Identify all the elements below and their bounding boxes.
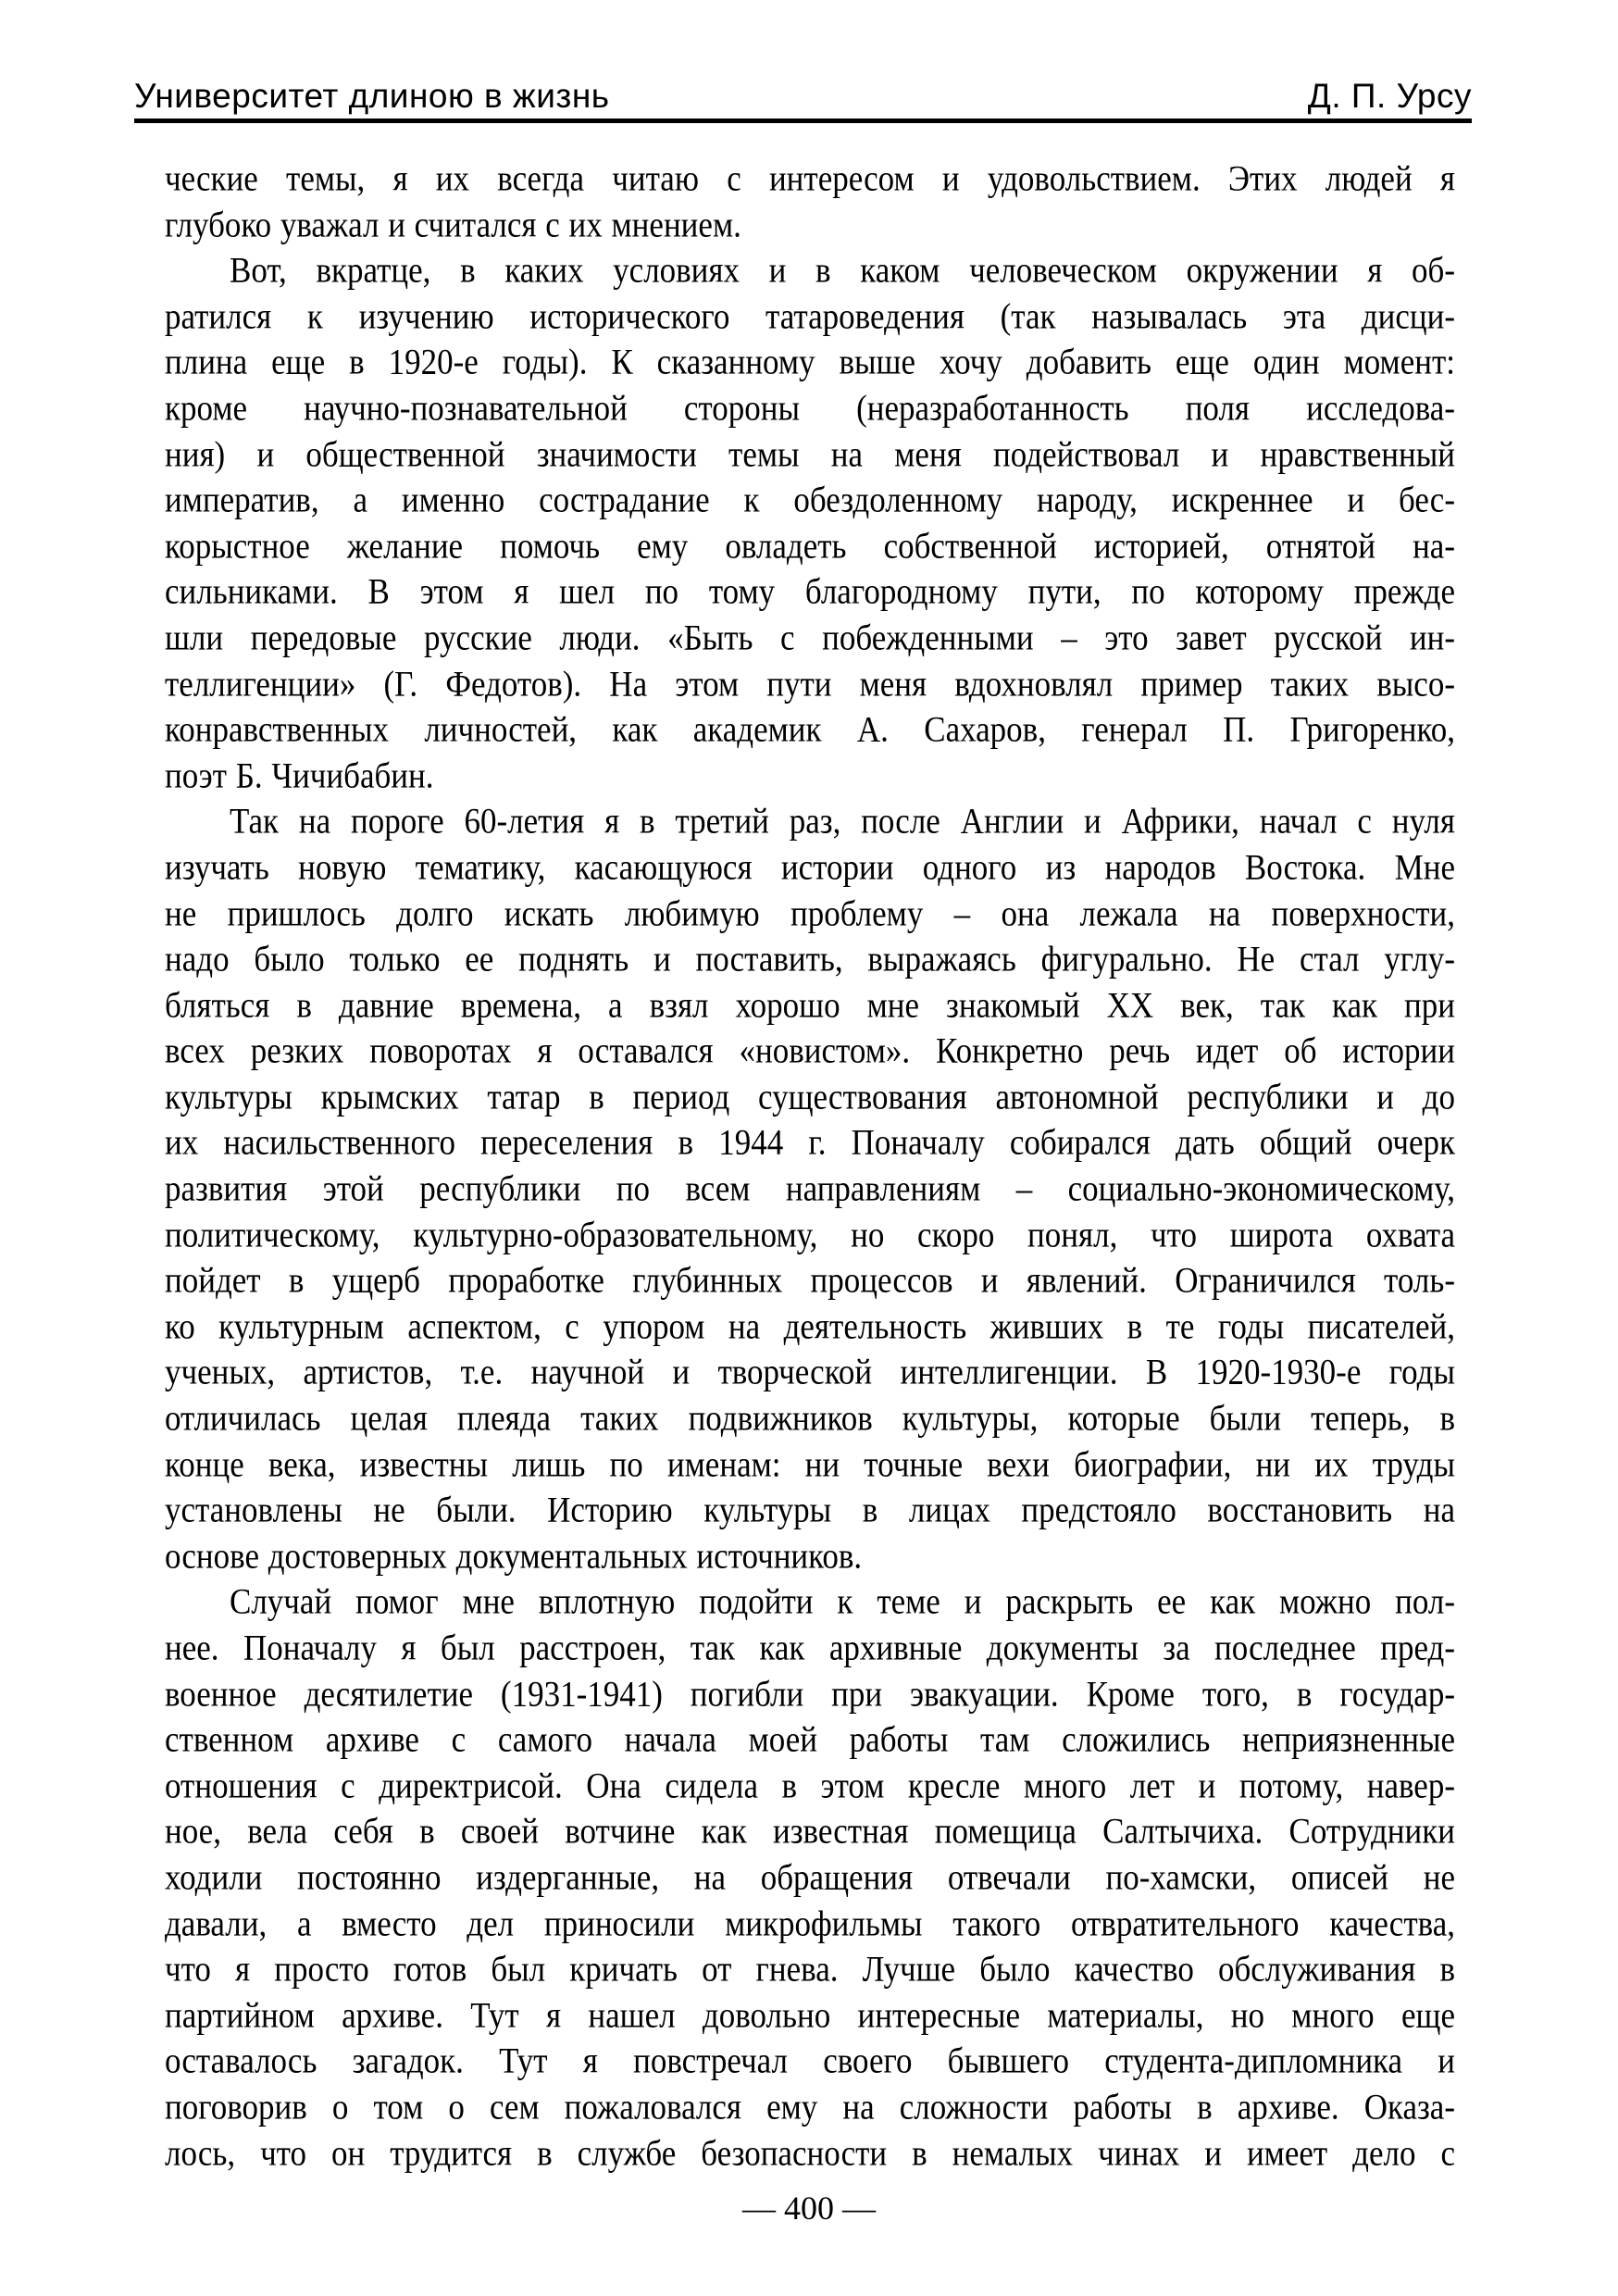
page-header — [134, 78, 1472, 123]
text-line: ческие темы, я их всегда читаю с интересом и удовольствием. Этих людей я — [165, 157, 1455, 199]
text-line: установлены не были. Историю культуры в лицах предстояло восстановить на — [165, 1489, 1455, 1530]
text-line: пойдет в ущерб проработке глубинных процессов и явлений. Ограничился толь- — [165, 1259, 1455, 1301]
text-line: отличилась целая плеяда таких подвижников культуры, которые были теперь, в — [165, 1397, 1455, 1439]
text-line: кроме научно-познавательной стороны (неразработанность поля исследова- — [165, 387, 1455, 429]
text-line: теллигенции» (Г. Федотов). На этом пути меня вдохновлял пример таких высо- — [165, 663, 1455, 704]
text-line: ученых, артистов, т.е. научной и творческой интеллигенции. В 1920-1930-е годы — [165, 1352, 1455, 1392]
text-line: культуры крымских татар в период существования автономной республики и до — [165, 1076, 1455, 1117]
text-line: ходили постоянно издерганные, на обращения отвечали по-хамски, описей не — [165, 1856, 1455, 1898]
text-line: конравственных личностей, как академик А. Сахаров, генерал П. Григоренко, — [165, 708, 1455, 750]
paragraph — [165, 247, 1455, 798]
text-line: поговорив о том о сем пожаловался ему на сложности работы в архиве. Оказа- — [165, 2086, 1455, 2128]
text-line: поэт Б. Чичибабин. — [165, 755, 434, 796]
text-line: всех резких поворотах я оставался «новистом». Конкретно речь идет об истории — [165, 1029, 1455, 1071]
text-line: не пришлось долго искать любимую проблему – она лежала на поверхности, — [165, 892, 1455, 933]
text-line: политическому, культурно-образовательному, но скоро понял, что широта охвата — [165, 1214, 1455, 1254]
text-line: что я просто готов был кричать от гнева. Лучше было качество обслуживания в — [165, 1948, 1455, 1990]
text-line: ко культурным аспектом, с упором на деятельность живших в те годы писателей, — [165, 1305, 1455, 1347]
text-line: плина еще в 1920-е годы). К сказанному выше хочу добавить еще один момент: — [165, 341, 1455, 382]
text-line: ное, вела себя в своей вотчине как известная помещица Салтычиха. Сотрудники — [165, 1810, 1455, 1852]
text-line: Так на пороге 60-летия я в третий раз, после Англии и Африки, начал с нуля — [230, 800, 1455, 842]
text-line: корыстное желание помочь ему овладеть собственной историей, отнятой на- — [165, 525, 1455, 567]
text-line: изучать новую тематику, касающуюся истории одного из народов Востока. Мне — [165, 846, 1455, 888]
text-line: надо было только ее поднять и поставить, выражаясь фигурально. Не стал углу- — [165, 938, 1455, 980]
text-line: лось, что он трудится в службе безопасности в немалых чинах и имеет дело с — [165, 2132, 1455, 2173]
text-line: их насильственного переселения в 1944 г. Поначалу собирался дать общий очерк — [165, 1122, 1455, 1163]
author-name: Д. П. Урсу — [1307, 77, 1472, 115]
text-line: ратился к изучению исторического татароведения (так называлась эта дисци- — [165, 295, 1455, 337]
text-line: ния) и общественной значимости темы на меня подействовал и нравственный — [165, 433, 1455, 474]
paragraph — [165, 1578, 1455, 2176]
running-title: Университет длиною в жизнь — [134, 77, 610, 115]
text-line: конце века, известны лишь по именам: ни точные вехи биографии, ни их труды — [165, 1443, 1455, 1484]
text-line: Вот, вкратце, в каких условиях и в каком человеческом окружении я об- — [230, 249, 1455, 291]
text-line: развития этой республики по всем направлениям – социально-экономическому, — [165, 1167, 1455, 1209]
page-footer — [0, 2189, 1618, 2227]
text-line: основе достоверных документальных источников. — [165, 1535, 863, 1577]
text-line: глубоко уважал и считался с их мнением. — [165, 204, 741, 244]
text-line: нее. Поначалу я был расстроен, так как архивные документы за последнее пред- — [165, 1627, 1455, 1668]
text-line: императив, а именно сострадание к обездоленному народу, искреннее и бес- — [165, 479, 1455, 520]
text-line: давали, а вместо дел приносили микрофильмы такого отвратительного качества, — [165, 1903, 1455, 1943]
text-line: ственном архиве с самого начала моей работы там сложились неприязненные — [165, 1718, 1455, 1760]
text-line: отношения с директрисой. Она сидела в этом кресле много лет и потому, навер- — [165, 1765, 1455, 1806]
page-body — [165, 156, 1455, 2176]
paragraph — [165, 798, 1455, 1578]
paragraph — [165, 156, 1455, 247]
text-line: шли передовые русские люди. «Быть с побежденными – это завет русской ин- — [165, 617, 1455, 658]
text-line: Случай помог мне вплотную подойти к теме и раскрыть ее как можно пол- — [230, 1581, 1455, 1622]
text-line: оставалось загадок. Тут я повстречал своего бывшего студента-дипломника и — [165, 2040, 1455, 2081]
text-line: сильниками. В этом я шел по тому благородному пути, по которому прежде — [165, 570, 1455, 612]
page-number: — 400 — — [742, 2190, 876, 2227]
text-line: бляться в давние времена, а взял хорошо мне знакомый XX век, так как при — [165, 984, 1455, 1025]
text-line: военное десятилетие (1931-1941) погибли при эвакуации. Кроме того, в государ- — [165, 1673, 1455, 1714]
text-line: партийном архиве. Тут я нашел довольно интересные материалы, но много еще — [165, 1994, 1455, 2036]
